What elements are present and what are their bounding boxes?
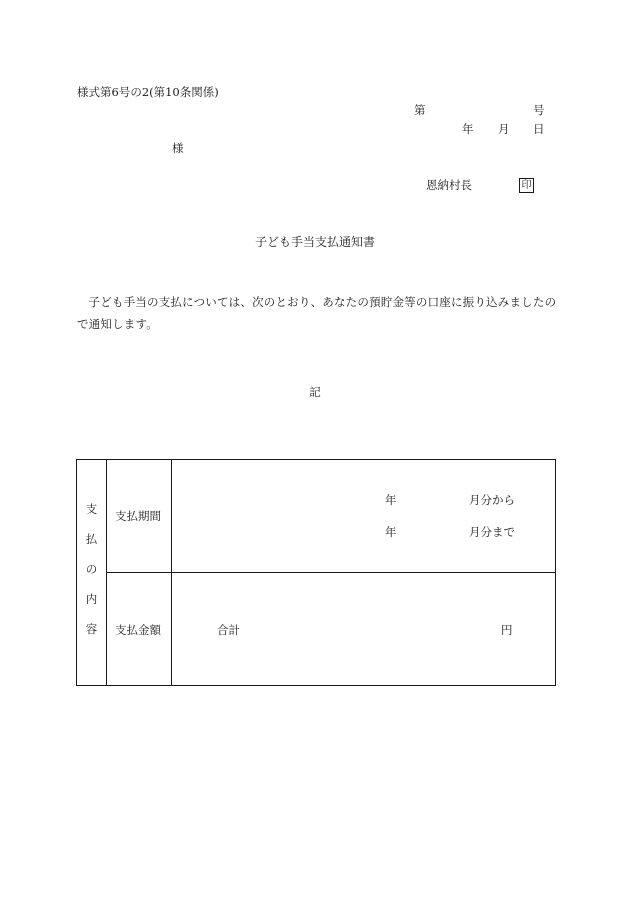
total-label: 合計 — [217, 623, 240, 637]
period-to-year: 年 — [385, 525, 397, 539]
side-label-char: 容 — [85, 622, 98, 636]
period-from-year: 年 — [385, 493, 397, 507]
issuer-name: 恩納村長 — [426, 178, 472, 192]
payment-contents-label — [77, 504, 106, 654]
side-label-char: 内 — [85, 592, 98, 606]
table-divider — [106, 572, 555, 573]
seal-mark: 印 — [519, 178, 534, 193]
addressee-suffix: 様 — [172, 141, 184, 155]
side-label-char: 払 — [85, 532, 98, 546]
period-from-month: 月分から — [469, 493, 515, 507]
side-label-char: の — [85, 562, 98, 576]
document-number-suffix: 号 — [533, 103, 545, 117]
document-number-prefix: 第 — [414, 103, 426, 117]
period-to-month: 月分まで — [469, 525, 515, 539]
document-title: 子ども手当支払通知書 — [254, 235, 375, 249]
side-label-char: 支 — [85, 502, 98, 516]
ki-heading: 記 — [309, 385, 321, 399]
date-day-label: 日 — [533, 122, 545, 136]
yen-unit: 円 — [501, 623, 513, 637]
payment-details-table — [76, 459, 556, 686]
notice-body: 子ども手当の支払については、次のとおり、あなたの預貯金等の口座に振り込みましたので通知します。 — [77, 295, 557, 331]
payment-period-label: 支払期間 — [115, 509, 161, 523]
date-year-label: 年 — [462, 122, 474, 136]
date-month-label: 月 — [498, 122, 510, 136]
payment-amount-label: 支払金額 — [115, 623, 161, 637]
form-id: 様式第6号の2(第10条関係) — [77, 85, 219, 99]
